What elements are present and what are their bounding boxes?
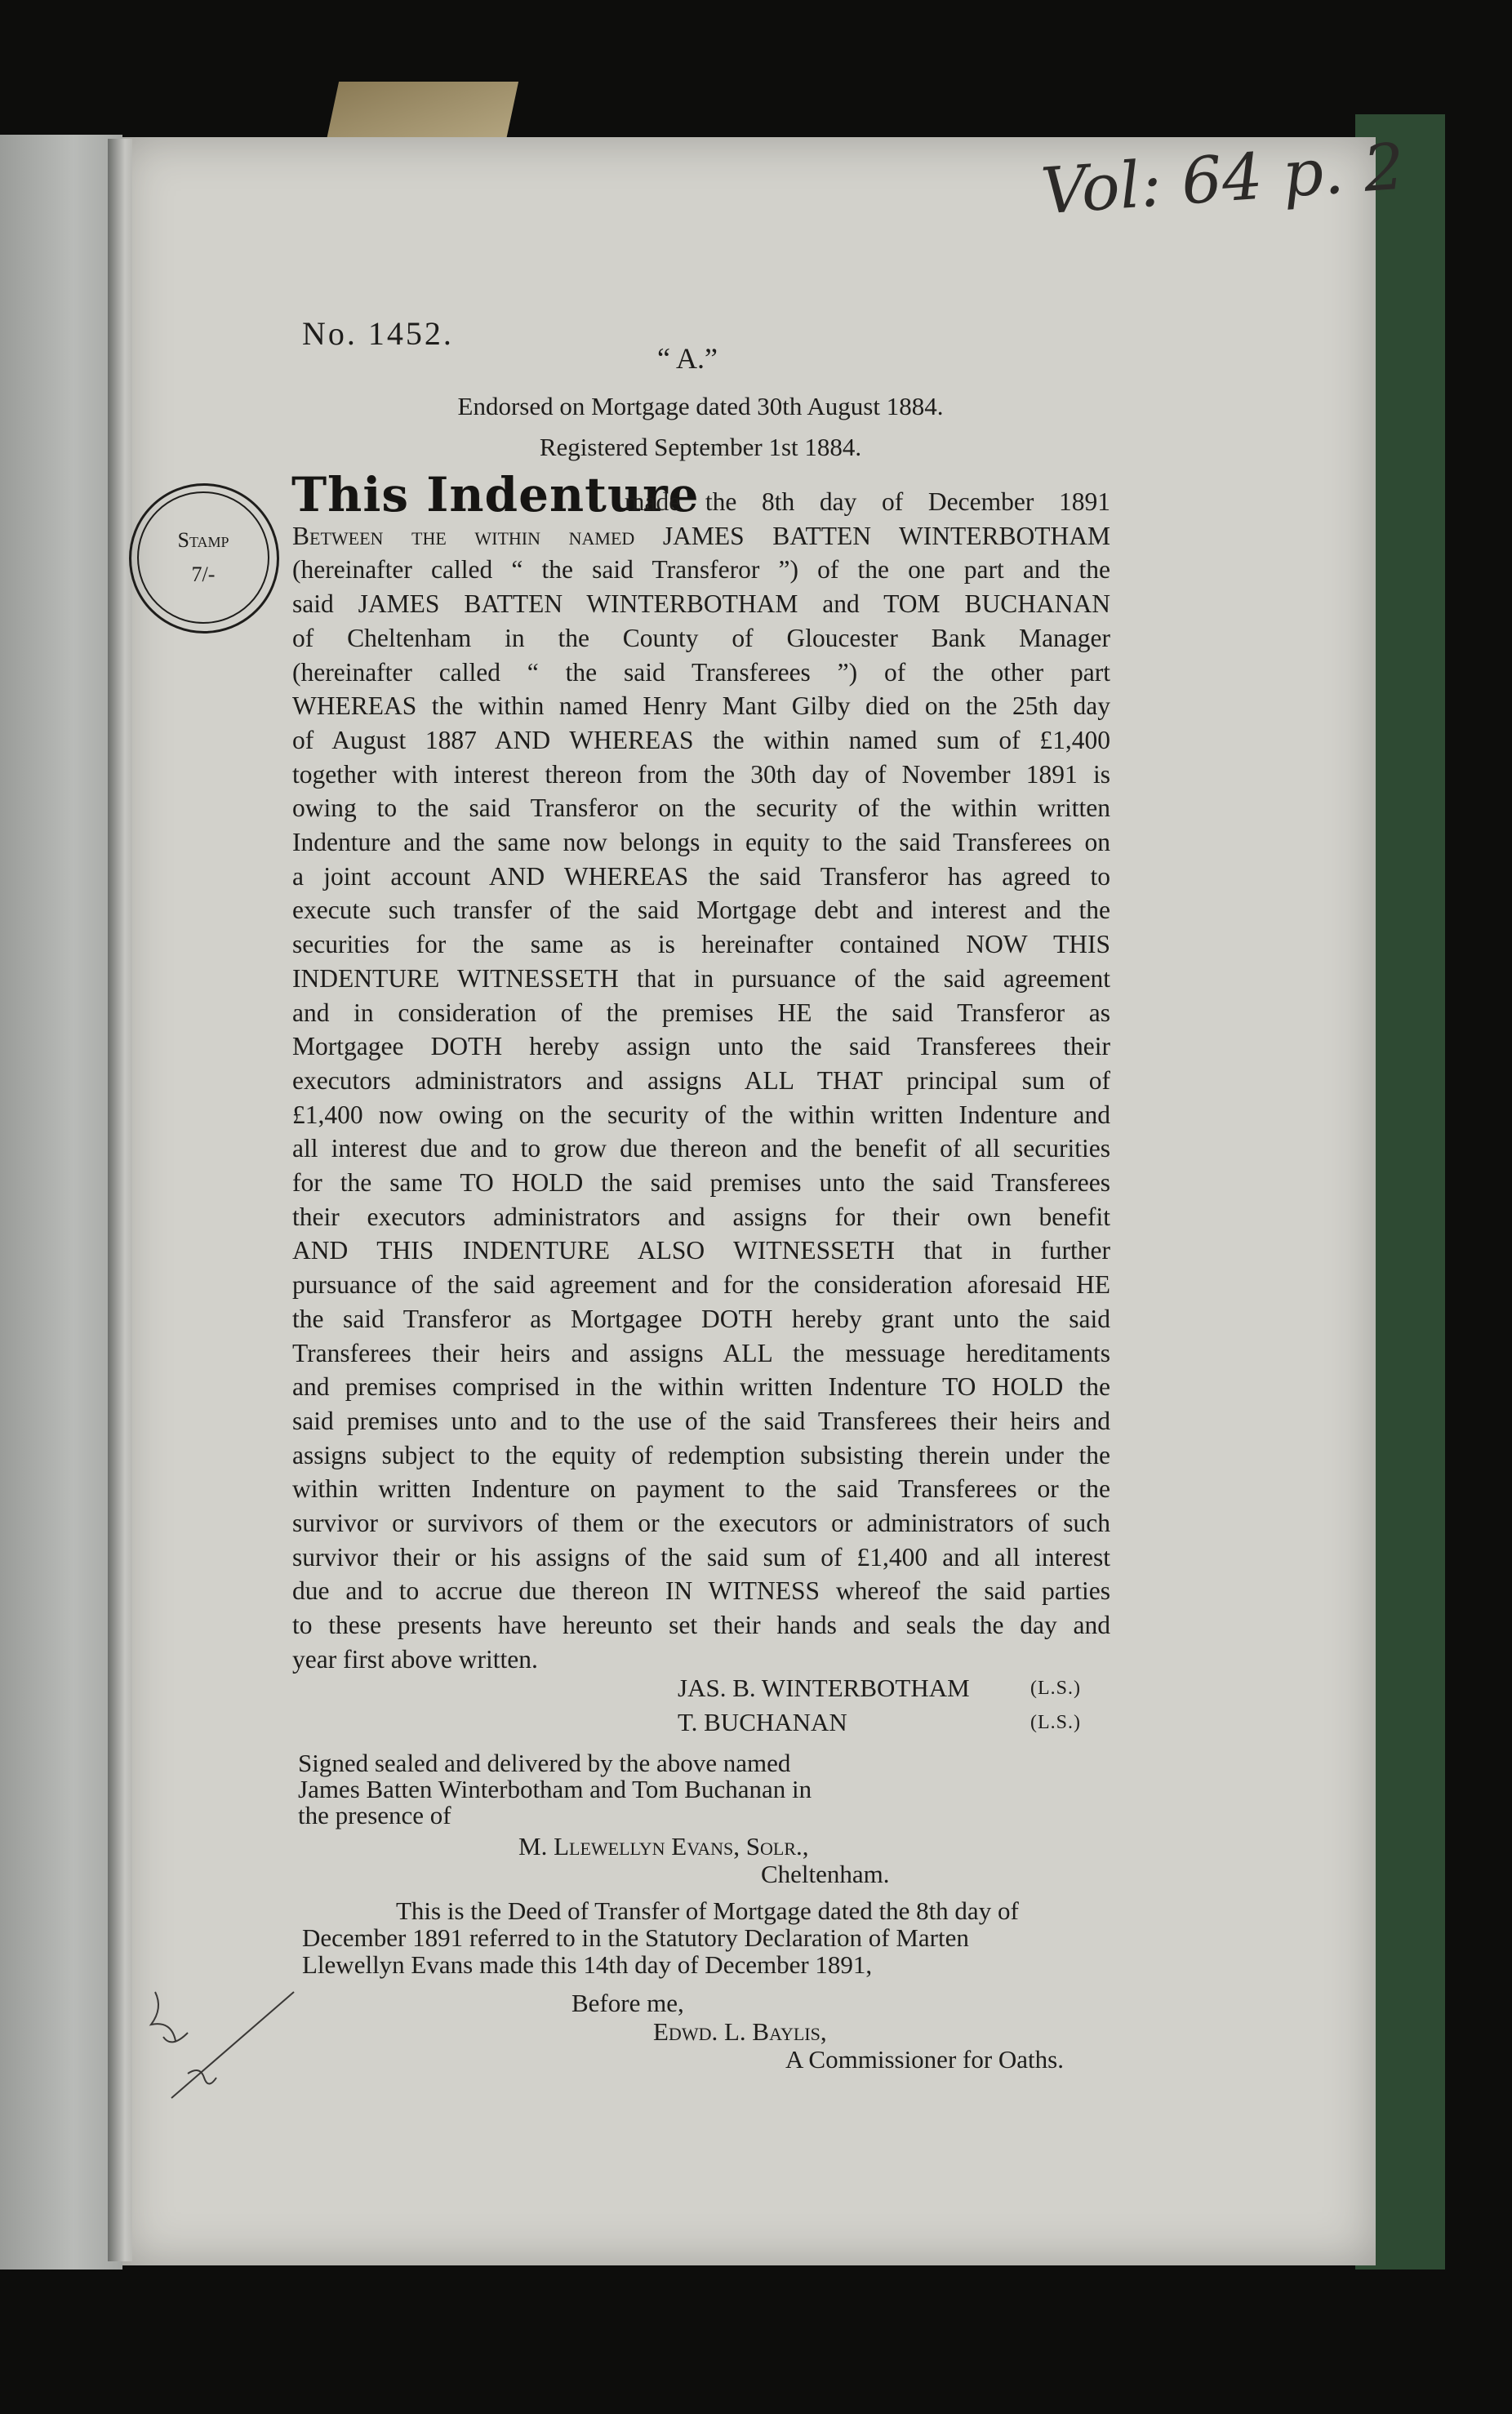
signature-name-2: T. BUCHANAN: [678, 1708, 847, 1736]
deed-body-line: Between the within named JAMES BATTEN WINTERBOTHAM: [292, 521, 1110, 550]
deed-body-line: to these presents have hereunto set their hands and seals the day and: [292, 1611, 1110, 1640]
endorsement-line: Endorsed on Mortgage dated 30th August 1884.: [457, 392, 944, 420]
signature-name-1: JAS. B. WINTERBOTHAM: [678, 1674, 970, 1702]
attestation-line-2: James Batten Winterbotham and Tom Buchanan in: [298, 1775, 812, 1803]
seal-mark-1: (L.S.): [1030, 1678, 1081, 1699]
before-me: Before me,: [571, 1989, 684, 2017]
deed-body-line: survivor or survivors of them or the executors or administrators of such: [292, 1509, 1110, 1537]
deed-body-line: made the 8th day of December 1891: [625, 487, 1110, 516]
deed-body-line: within written Indenture on payment to the said Transferees or the: [292, 1474, 1110, 1504]
deed-body-line: for the same TO HOLD the said premises unto the said Transferees: [292, 1168, 1110, 1197]
commissioner-name: Edwd. L. Baylis,: [653, 2017, 827, 2046]
declaration-line-3: Llewellyn Evans made this 14th day of December 1891,: [302, 1950, 873, 1979]
deed-body-line: Mortgagee DOTH hereby assign unto the said Transferees their: [292, 1032, 1110, 1061]
deed-body-line: AND THIS INDENTURE ALSO WITNESSETH that in further: [292, 1236, 1110, 1265]
deed-body-line: INDENTURE WITNESSETH that in pursuance of the said agreement: [292, 963, 1110, 993]
page-gutter: [108, 139, 132, 2261]
facing-page: [0, 135, 122, 2270]
deed-body-line: their executors administrators and assigns for their own benefit: [292, 1202, 1110, 1231]
deed-body-line: of August 1887 AND WHEREAS the within named sum of £1,400: [292, 725, 1110, 754]
attestation-line-3: the presence of: [298, 1801, 451, 1829]
deed-body-line: £1,400 now owing on the security of the within written Indenture and: [292, 1100, 1110, 1129]
duty-stamp: [129, 483, 279, 634]
deed-body-line: and in consideration of the premises HE the said Transferor as: [292, 998, 1110, 1027]
deed-body-line: due and to accrue due thereon IN WITNESS whereof the said parties: [292, 1576, 1110, 1606]
deed-body-line: all interest due and to grow due thereon and the benefit of all securities: [292, 1134, 1110, 1163]
registration-line: Registered September 1st 1884.: [539, 433, 862, 461]
deed-body-line: Indenture and the same now belongs in equity to the said Transferees on: [292, 828, 1110, 856]
deed-body-line: (hereinafter called “ the said Transferees ”) of the other part: [292, 657, 1110, 687]
deed-body-line: owing to the said Transferor on the security of the within written: [292, 794, 1110, 823]
attestation-line-1: Signed sealed and delivered by the above named: [298, 1749, 791, 1777]
declaration-line-1: This is the Deed of Transfer of Mortgage dated the 8th day of: [396, 1896, 1019, 1925]
deed-body-line: of Cheltenham in the County of Gloucester Bank Manager: [292, 623, 1110, 652]
deed-body-line: and premises comprised in the within written Indenture TO HOLD the: [292, 1372, 1110, 1402]
deed-body-line: pursuance of the said agreement and for the consideration aforesaid HE: [292, 1270, 1110, 1300]
deed-body-line: execute such transfer of the said Mortgage debt and interest and the: [292, 896, 1110, 925]
document-number: No. 1452.: [302, 315, 454, 352]
deed-body-line: (hereinafter called “ the said Transferor ”) of the one part and the: [292, 555, 1110, 585]
deed-body-line: year first above written.: [292, 1644, 538, 1674]
handwritten-volume-note: Vol: 64 p. 2: [1038, 130, 1407, 229]
deed-body-line: survivor their or his assigns of the said sum of £1,400 and all interest: [292, 1542, 1110, 1572]
deed-body-line: Transferees their heirs and assigns ALL the messuage hereditaments: [292, 1338, 1110, 1367]
deed-body-line: said JAMES BATTEN WINTERBOTHAM and TOM BUCHANAN: [292, 589, 1110, 619]
deed-body-line: said premises unto and to the use of the said Transferees their heirs and: [292, 1406, 1110, 1435]
stamp-label: Stamp: [177, 528, 229, 553]
deed-body-line: executors administrators and assigns ALL THAT principal sum of: [292, 1065, 1110, 1095]
deed-body-line: the said Transferor as Mortgagee DOTH hereby grant unto the said: [292, 1304, 1110, 1333]
witness-name: M. Llewellyn Evans, Solr.,: [518, 1832, 809, 1861]
stamp-value: 7/-: [191, 562, 216, 586]
deed-body-line: securities for the same as is hereinafter contained NOW THIS: [292, 930, 1110, 959]
deed-body-line: assigns subject to the equity of redemption subsisting therein under the: [292, 1440, 1110, 1469]
deed-body-line: a joint account AND WHEREAS the said Transferor has agreed to: [292, 861, 1110, 891]
declaration-line-2: December 1891 referred to in the Statutory Declaration of Marten: [302, 1923, 969, 1952]
schedule-letter: “ A.”: [657, 342, 718, 375]
deed-body-line: together with interest thereon from the 30th day of November 1891 is: [292, 759, 1110, 789]
seal-mark-2: (L.S.): [1030, 1712, 1081, 1733]
commissioner-title: A Commissioner for Oaths.: [785, 2045, 1064, 2074]
deed-heading: This Indenture: [291, 467, 700, 522]
witness-place: Cheltenham.: [761, 1860, 890, 1888]
deed-body-line: WHEREAS the within named Henry Mant Gilby died on the 25th day: [292, 691, 1110, 721]
pencil-annotation: [139, 1967, 310, 2131]
